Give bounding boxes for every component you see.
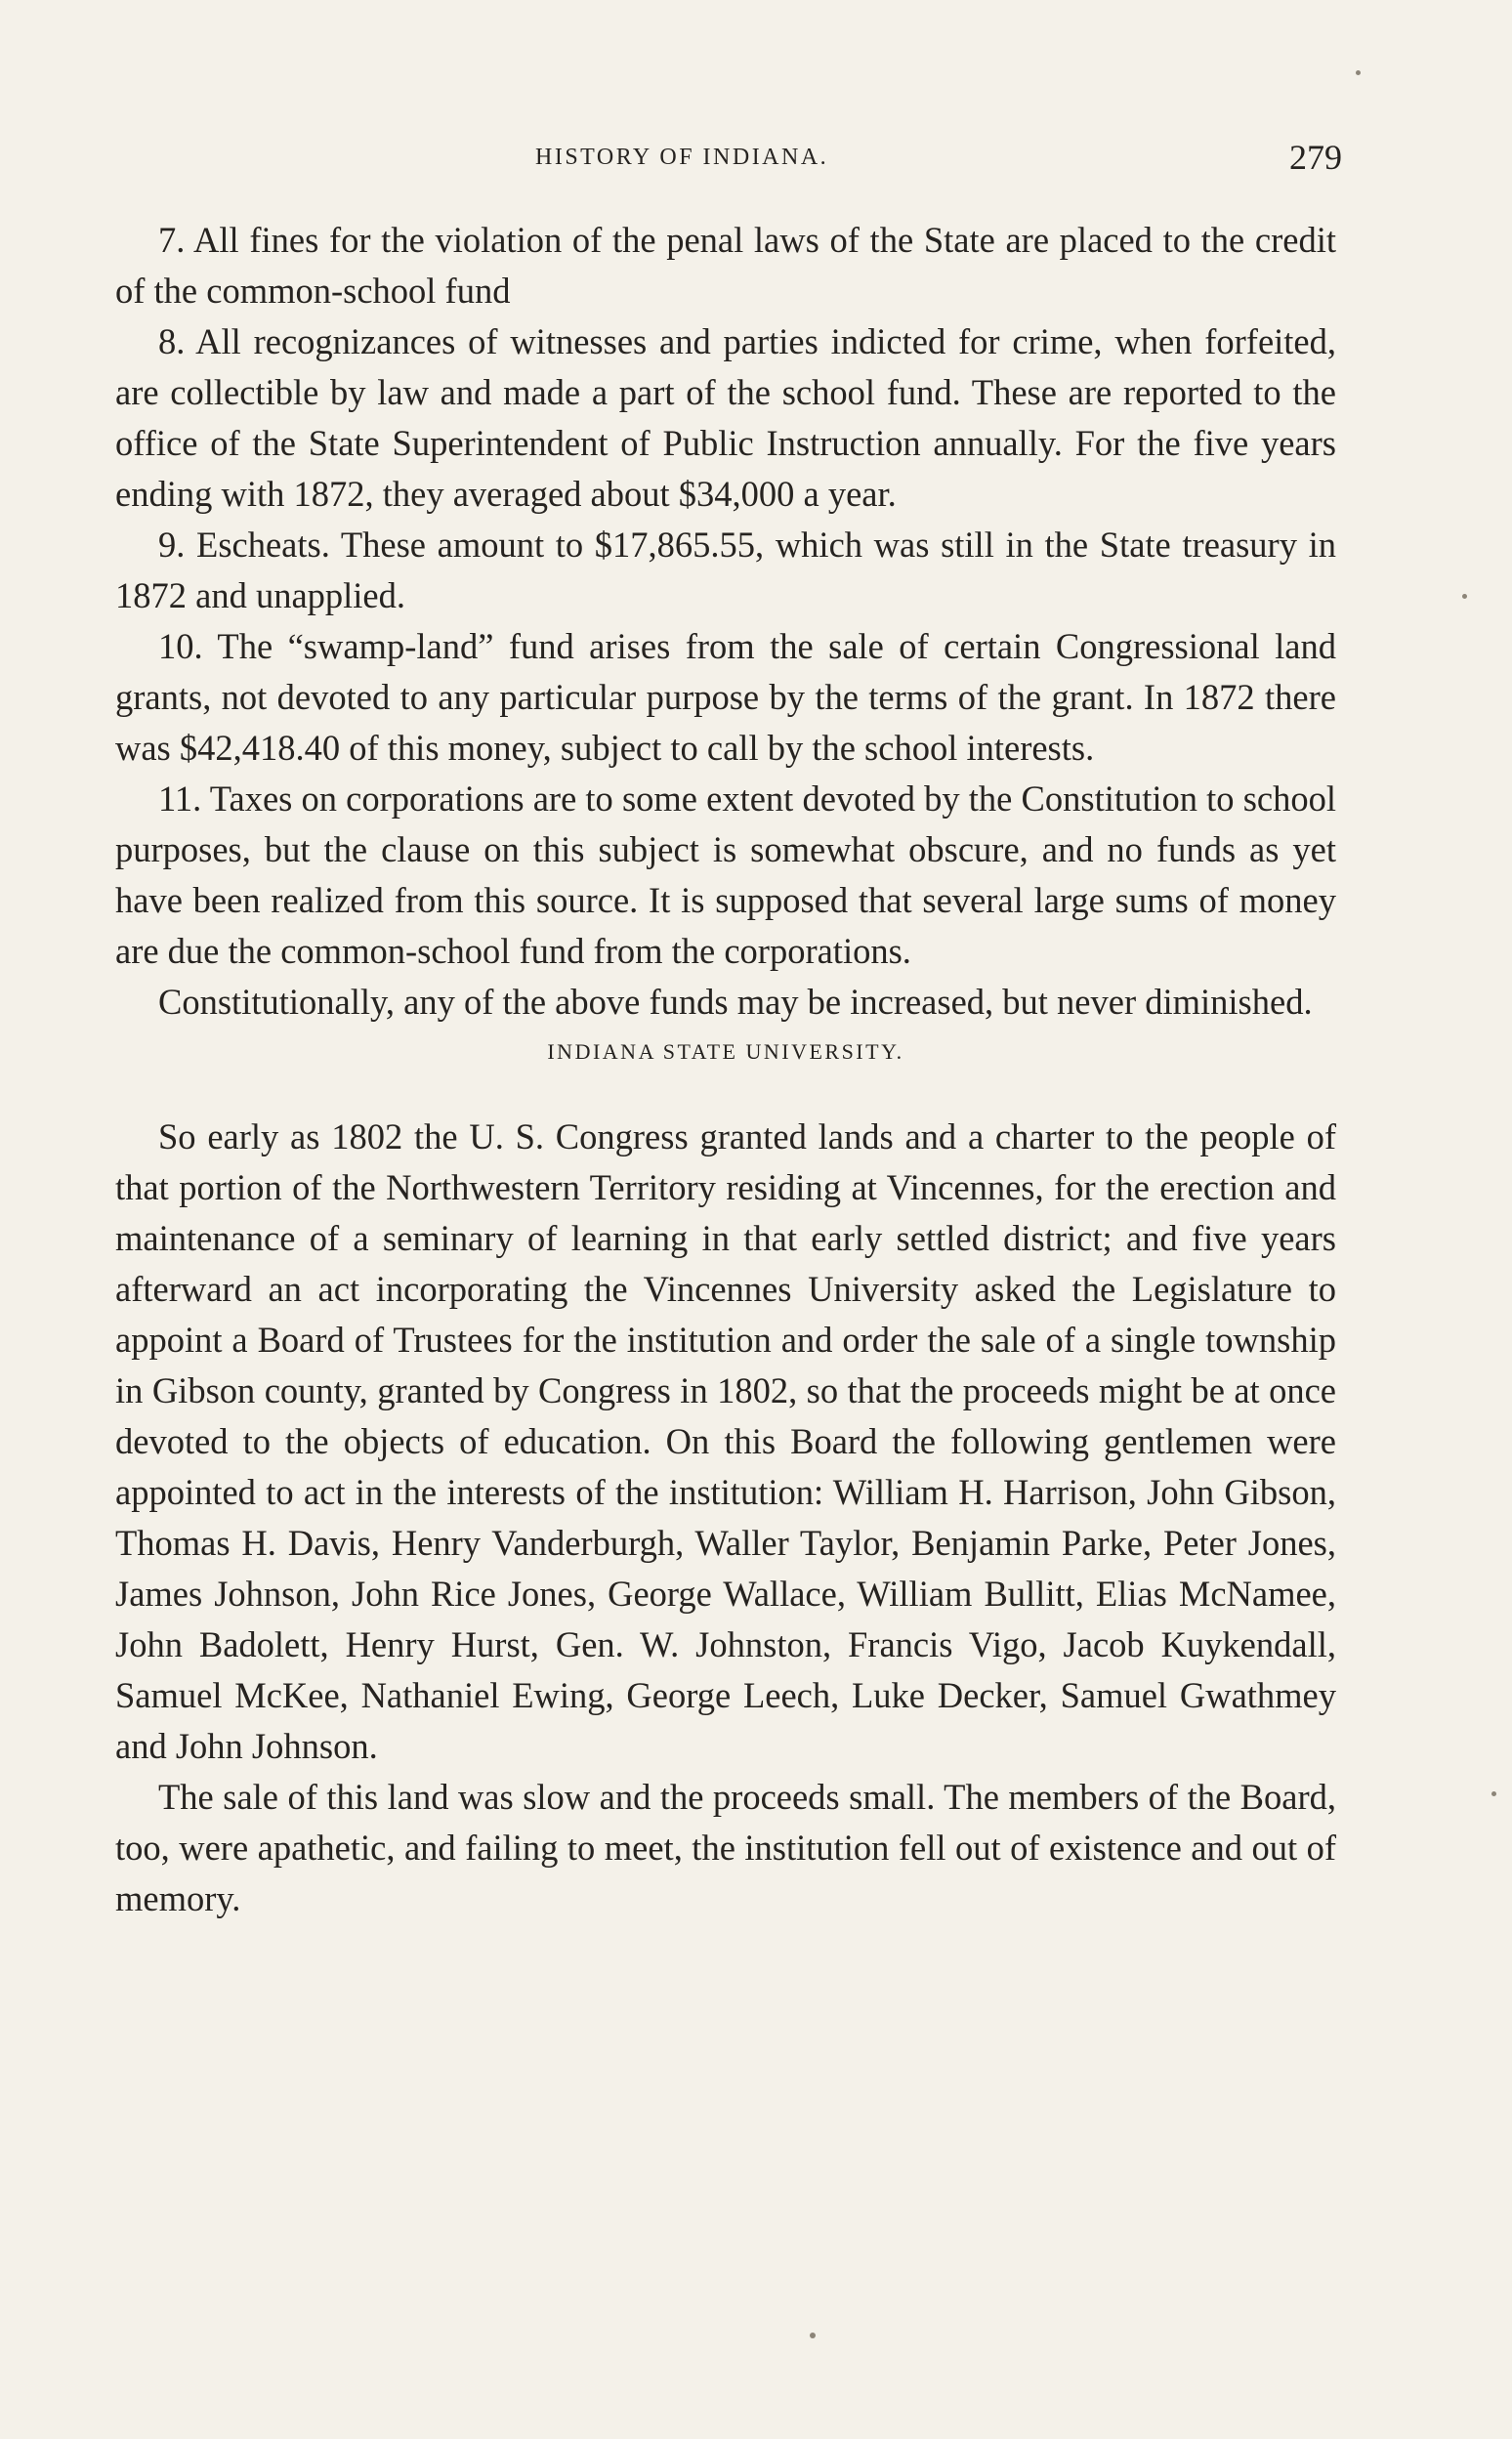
paper-speck [1462, 594, 1467, 599]
paper-speck [1491, 1791, 1496, 1796]
paragraph-item-9: 9. Escheats. These amount to $17,865.55, which was still in the State treasury in 1872 and unapplied. [115, 525, 1336, 615]
body-text [115, 215, 1336, 1924]
paragraph-item-10: 10. The “swamp-land” fund arises from the sale of certain Congressional land grants, not devoted to any particular purpose by the terms of the grant. In 1872 there was $42,418.40 of this money, subject to call by the school interests. [115, 626, 1336, 768]
paper-speck [1356, 70, 1361, 75]
paragraph-land-sale: The sale of this land was slow and the proceeds small. The members of the Board, too, were apathetic, and failing to meet, the institution fell out of existence and out of memory. [115, 1777, 1336, 1918]
running-header [115, 138, 1342, 178]
paragraph-constitutionally: Constitutionally, any of the above funds may be increased, but never diminished. [158, 982, 1313, 1022]
paragraph-item-11: 11. Taxes on corporations are to some extent devoted by the Constitution to school purposes, but the clause on this subject is somewhat obscure, and no funds as yet have been realized from this source. It is supposed that several large sums of money are due the common-school fund from the corporations. [115, 778, 1336, 971]
running-title: HISTORY OF INDIANA. [535, 145, 829, 170]
paragraph-university-history: So early as 1802 the U. S. Congress granted lands and a charter to the people of that portion of the Northwestern Territory residing at Vincennes, for the erection and maintenance of a seminary of learning in that early settled district; and five years afterward an act incorporating the Vincennes University asked the Legislature to appoint a Board of Trustees for the institution and order the sale of a single township in Gibson county, granted by Congress in 1802, so that the proceeds might be at once devoted to the objects of education. On this Board the following gentlemen were appointed to act in the interests of the institution: William H. Harrison, John Gibson, Thomas H. Davis, Henry Vanderburgh, Waller Taylor, Benjamin Parke, Peter Jones, James Johnson, John Rice Jones, George Wallace, William Bullitt, Elias McNamee, John Badolett, Henry Hurst, Gen. W. Johnston, Francis Vigo, Jacob Kuykendall, Samuel McKee, Nathaniel Ewing, George Leech, Luke Decker, Samuel Gwathmey and John Johnson. [115, 1116, 1336, 1766]
paragraph-item-7: 7. All fines for the violation of the penal laws of the State are placed to the credit of the common-school fund [115, 220, 1336, 311]
paragraph-item-8: 8. All recognizances of witnesses and parties indicted for crime, when forfeited, are collectible by law and made a part of the school fund. These are reported to the office of the State Superintendent of Public Instruction annually. For the five years ending with 1872, they averaged about $34,000 a year. [115, 321, 1336, 514]
section-heading: INDIANA STATE UNIVERSITY. [547, 1039, 904, 1064]
paper-speck [810, 2333, 816, 2338]
page-number: 279 [1289, 138, 1342, 177]
